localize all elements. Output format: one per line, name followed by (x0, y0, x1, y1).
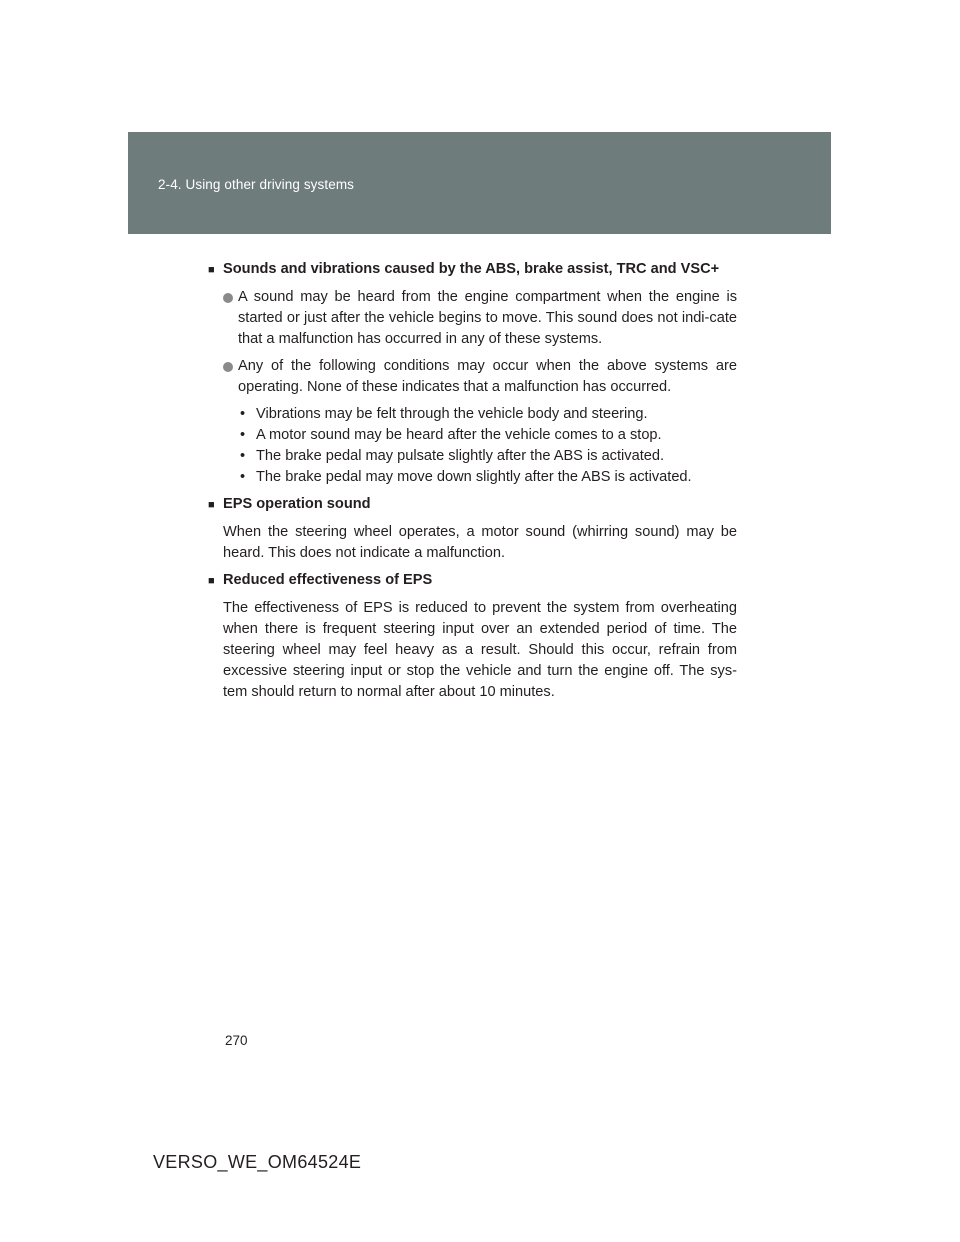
list-item: Any of the following conditions may occur when the above systems are operating. None of these indicates that a malfunction has occurred. (223, 356, 737, 398)
section-eps-effectiveness (208, 570, 737, 703)
bullet-mark: • (240, 427, 246, 443)
section-header-band (128, 132, 831, 234)
sub-list-item: • A motor sound may be heard after the vehicle comes to a stop. (238, 425, 737, 446)
bullet-mark: • (240, 406, 246, 422)
square-bullet-icon: ■ (208, 499, 215, 511)
circle-bullet-icon (223, 362, 233, 372)
paragraph: The effectiveness of EPS is reduced to prevent the system from overheating when there is frequent steering input over an extended period of time. The steering wheel may feel heavy as a result. Should this occur, refrain from excessive steering input or stop the vehicle and turn the engine off. The sys-tem should return to normal after about 10 minutes. (223, 600, 737, 700)
sub-list (223, 404, 737, 488)
page-number: 270 (225, 1033, 248, 1048)
section-body (208, 522, 737, 564)
square-bullet-icon: ■ (208, 264, 215, 276)
sub-list-item: • Vibrations may be felt through the vehicle body and steering. (238, 404, 737, 425)
section-body (208, 598, 737, 703)
section-body (208, 287, 737, 488)
sub-list-item: • The brake pedal may pulsate slightly after the ABS is activated. (238, 446, 737, 467)
bullet-mark: • (240, 469, 246, 485)
page-content (208, 259, 737, 709)
list-item: A sound may be heard from the engine compartment when the engine is started or just after the vehicle begins to move. This sound does not indi-cate that a malfunction has occurred in any of these systems. (223, 287, 737, 350)
document-code: VERSO_WE_OM64524E (153, 1152, 362, 1172)
sub-list-item: • The brake pedal may move down slightly after the ABS is activated. (238, 467, 737, 488)
section-abs-sounds (208, 259, 737, 488)
section-eps-sound (208, 494, 737, 564)
paragraph: When the steering wheel operates, a motor sound (whirring sound) may be heard. This does not indicate a malfunction. (223, 524, 737, 561)
section-title: 2-4. Using other driving systems (158, 177, 355, 192)
bullet-mark: • (240, 448, 246, 464)
circle-bullet-icon (223, 293, 233, 303)
section-heading: ■ Reduced effectiveness of EPS (208, 570, 737, 592)
square-bullet-icon: ■ (208, 575, 215, 587)
section-heading: ■ EPS operation sound (208, 494, 737, 516)
section-heading: ■ Sounds and vibrations caused by the ABS, brake assist, TRC and VSC+ (208, 259, 737, 281)
